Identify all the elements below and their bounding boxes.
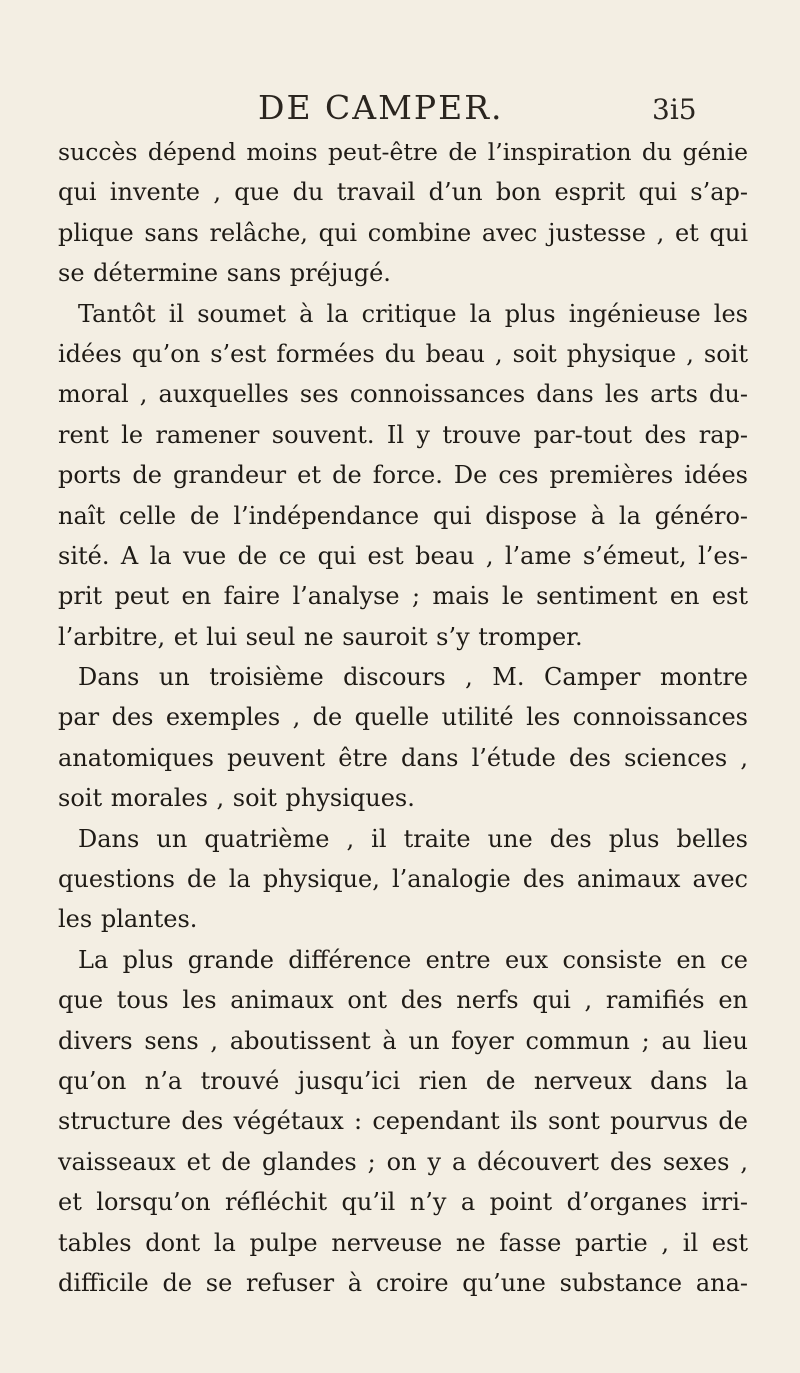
text-line: divers sens , aboutissent à un foyer commun ; au lieu [58,1026,748,1055]
text-line: qu’on n’a trouvé jusqu’ici rien de nerveux dans la [58,1066,748,1095]
text-line: l’arbitre, et lui seul ne sauroit s’y tromper. [58,622,583,651]
text-line: soit morales , soit physiques. [58,784,415,813]
text-line: par des exemples , de quelle utilité les connoissances [58,703,748,732]
text-line: et lorsqu’on réfléchit qu’il n’y a point d’organes irri- [58,1188,748,1217]
text-line: rent le ramener souvent. Il y trouve par-tout des rap- [58,420,748,449]
text-line: Tantôt il soumet à la critique la plus ingénieuse les [78,299,748,328]
text-line: Dans un troisième discours , M. Camper montre [78,663,748,692]
text-line: se détermine sans préjugé. [58,259,391,288]
text-line: sité. A la vue de ce qui est beau , l’ame s’émeut, l’es- [58,541,748,570]
text-line: qui invente , que du travail d’un bon esprit qui s’ap- [58,178,748,207]
text-line: anatomiques peuvent être dans l’étude des sciences , [58,743,748,772]
text-line: plique sans relâche, qui combine avec justesse , et qui [58,218,748,247]
text-line: tables dont la pulpe nerveuse ne fasse partie , il est [58,1228,748,1257]
text-line: idées qu’on s’est formées du beau , soit physique , soit [58,339,748,368]
text-line: vaisseaux et de glandes ; on y a découvert des sexes , [58,1147,748,1176]
text-line: que tous les animaux ont des nerfs qui , ramifiés en [58,986,748,1015]
running-title: DE CAMPER. [258,88,504,127]
text-line: difficile de se refuser à croire qu’une substance ana- [58,1268,748,1297]
text-line: les plantes. [58,905,198,934]
body-text [58,132,748,1303]
text-line: Dans un quatrième , il traite une des plus belles [78,824,748,853]
running-head [176,88,800,132]
page-number: 3i5 [652,93,697,126]
text-line: structure des végétaux : cependant ils sont pourvus de [58,1107,748,1136]
text-line: naît celle de l’indépendance qui dispose à la généro- [58,501,748,530]
text-line: succès dépend moins peut-être de l’inspiration du génie [58,138,748,166]
text-line: questions de la physique, l’analogie des animaux avec [58,865,748,894]
text-line: prit peut en faire l’analyse ; mais le sentiment en est [58,582,748,611]
text-line: moral , auxquelles ses connoissances dans les arts du- [58,380,748,409]
text-line: La plus grande différence entre eux consiste en ce [78,945,748,974]
text-line: ports de grandeur et de force. De ces premières idées [58,461,748,490]
